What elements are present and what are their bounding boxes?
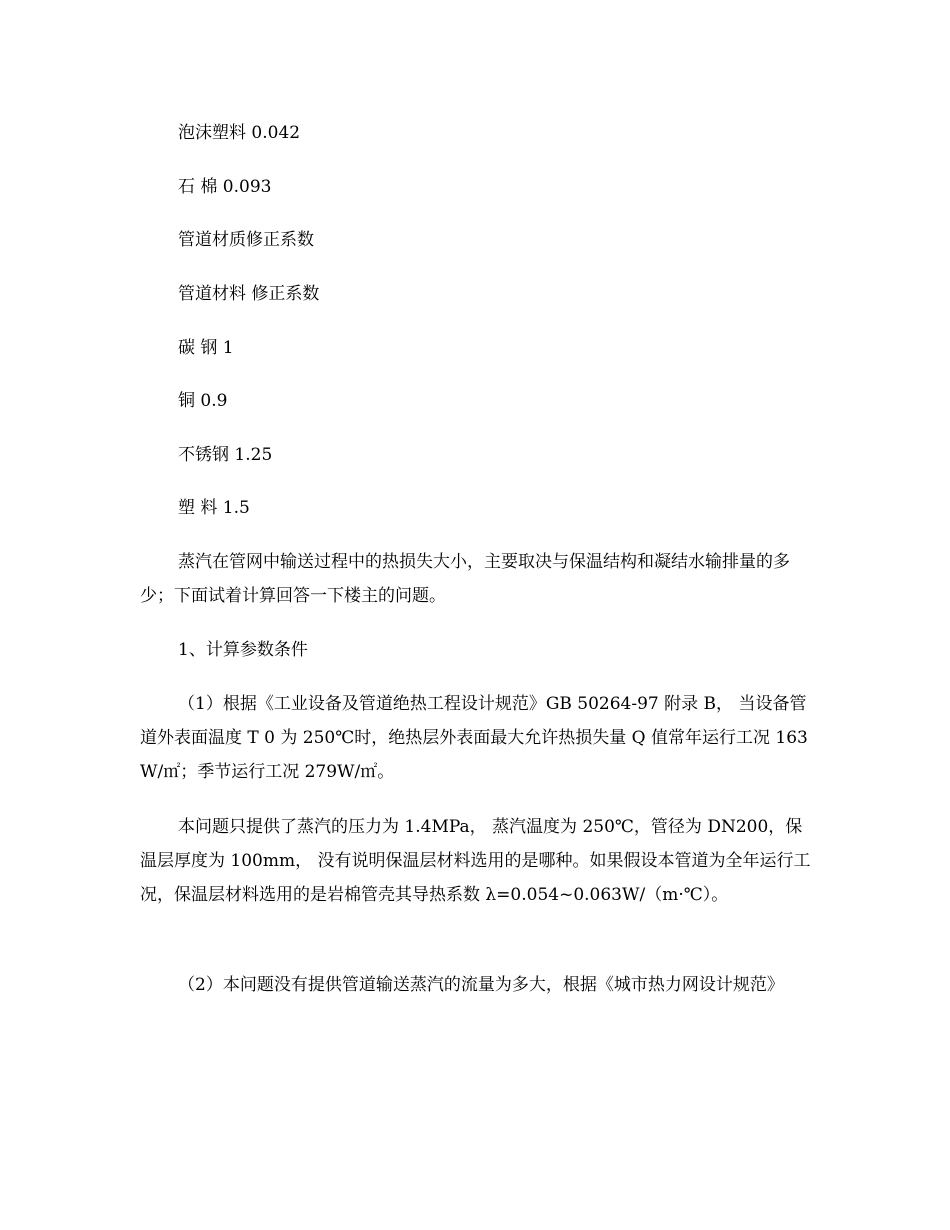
paragraph-2: 本问题只提供了蒸汽的压力为 1.4MPa， 蒸汽温度为 250℃，管径为 DN200，保温层厚度为 100mm， 没有说明保温层材料选用的是哪种。如果假设本管道为全年运行工况，保温层材料选用的是岩棉管壳其导热系数 λ=0.054~0.063W/（m·℃）。 — [140, 817, 811, 905]
table-row: 碳 钢 1 — [178, 338, 234, 358]
paragraph-1: （1）根据《工业设备及管道绝热工程设计规范》GB 50264-97 附录 B， 当设备管道外表面温度 T 0 为 250℃时，绝热层外表面最大允许热损失量 Q 值常年运行工况 163W/㎡；季节运行工况 279W/㎡。 — [140, 694, 808, 782]
intro-paragraph: 蒸汽在管网中输送过程中的热损失大小，主要取决与保温结构和凝结水输排量的多少；下面试着计算回答一下楼主的问题。 — [140, 552, 790, 606]
table-row: 不锈钢 1.25 — [178, 445, 273, 465]
table-row: 塑 料 1.5 — [178, 498, 250, 518]
table-row: 管道材料 修正系数 — [178, 284, 320, 304]
table-row: 石 棉 0.093 — [178, 177, 272, 197]
table-row: 管道材质修正系数 — [178, 230, 314, 250]
table-row: 泡沫塑料 0.042 — [178, 123, 301, 143]
section-heading: 1、计算参数条件 — [178, 640, 308, 660]
paragraph-3: （2）本问题没有提供管道输送蒸汽的流量为多大，根据《城市热力网设计规范》 — [178, 975, 784, 995]
table-row: 铜 0.9 — [178, 391, 228, 411]
